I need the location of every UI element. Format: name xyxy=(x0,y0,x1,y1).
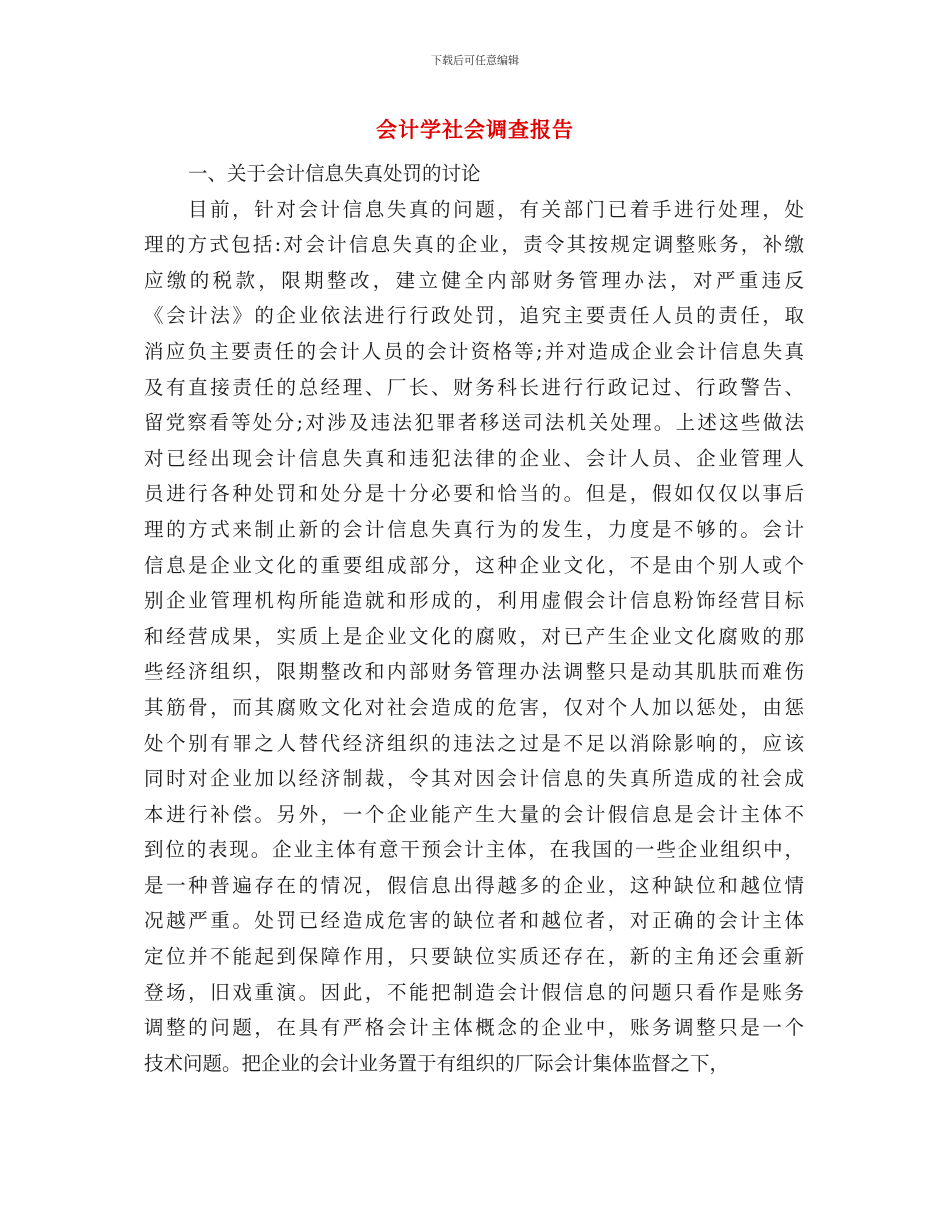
paragraph-line: 和经营成果，实质上是企业文化的腐败，对已产生企业文化腐败的那 xyxy=(144,624,804,648)
paragraph-line: 应缴的税款，限期整改，建立健全内部财务管理办法，对严重违反 xyxy=(144,268,804,292)
paragraph-line: 其筋骨，而其腐败文化对社会造成的危害，仅对个人加以惩处，由惩 xyxy=(144,695,804,719)
paragraph-line: 些经济组织，限期整改和内部财务管理办法调整只是动其肌肤而难伤 xyxy=(144,660,804,684)
paragraph-line: 理的方式包括:对会计信息失真的企业，责令其按规定调整账务，补缴 xyxy=(144,233,804,257)
paragraph-line: 目前，针对会计信息失真的问题，有关部门已着手进行处理，处 xyxy=(188,197,804,221)
paragraph-line: 理的方式来制止新的会计信息失真行为的发生，力度是不够的。会计 xyxy=(144,517,804,541)
paragraph-line: 别企业管理机构所能造就和形成的，利用虚假会计信息粉饰经营目标 xyxy=(144,589,804,613)
paragraph-line: 同时对企业加以经济制裁，令其对因会计信息的失真所造成的社会成 xyxy=(144,767,804,791)
paragraph-line: 对已经出现会计信息失真和违犯法律的企业、会计人员、企业管理人 xyxy=(144,446,804,470)
paragraph-line: 定位并不能起到保障作用，只要缺位实质还存在，新的主角还会重新 xyxy=(144,945,804,969)
document-title: 会计学社会调查报告 xyxy=(376,118,574,142)
paragraph-line: 调整的问题，在具有严格会计主体概念的企业中，账务调整只是一个 xyxy=(144,1016,804,1040)
paragraph-line: 员进行各种处罚和处分是十分必要和恰当的。但是，假如仅仅以事后 xyxy=(144,482,804,506)
paragraph-line: 是一种普遍存在的情况，假信息出得越多的企业，这种缺位和越位情 xyxy=(144,873,804,897)
paragraph-line: 到位的表现。企业主体有意干预会计主体，在我国的一些企业组织中， xyxy=(144,838,804,862)
paragraph-line: 本进行补偿。另外，一个企业能产生大量的会计假信息是会计主体不 xyxy=(144,802,804,826)
paragraph-line: 消应负主要责任的会计人员的会计资格等;并对造成企业会计信息失真 xyxy=(144,339,804,363)
paragraph-line: 信息是企业文化的重要组成部分，这种企业文化，不是由个别人或个 xyxy=(144,553,804,577)
document-body xyxy=(144,156,804,1081)
paragraph-line: 处个别有罪之人替代经济组织的违法之过是不足以消除影响的，应该 xyxy=(144,731,804,755)
paragraph-line: 留党察看等处分;对涉及违法犯罪者移送司法机关处理。上述这些做法 xyxy=(144,411,804,435)
paragraph-line: 《会计法》的企业依法进行行政处罚，追究主要责任人员的责任，取 xyxy=(144,304,804,328)
paragraph-line: 及有直接责任的总经理、厂长、财务科长进行行政记过、行政警告、 xyxy=(144,375,804,399)
paragraph-line: 技术问题。把企业的会计业务置于有组织的厂际会计集体监督之下， xyxy=(144,1051,730,1075)
paragraph-line: 登场，旧戏重演。因此，不能把制造会计假信息的问题只看作是账务 xyxy=(144,980,804,1004)
section-heading: 一、关于会计信息失真处罚的讨论 xyxy=(188,162,481,185)
paragraph-line: 况越严重。处罚已经造成危害的缺位者和越位者，对正确的会计主体 xyxy=(144,909,804,933)
page-header: 下载后可任意编辑 xyxy=(431,54,519,67)
